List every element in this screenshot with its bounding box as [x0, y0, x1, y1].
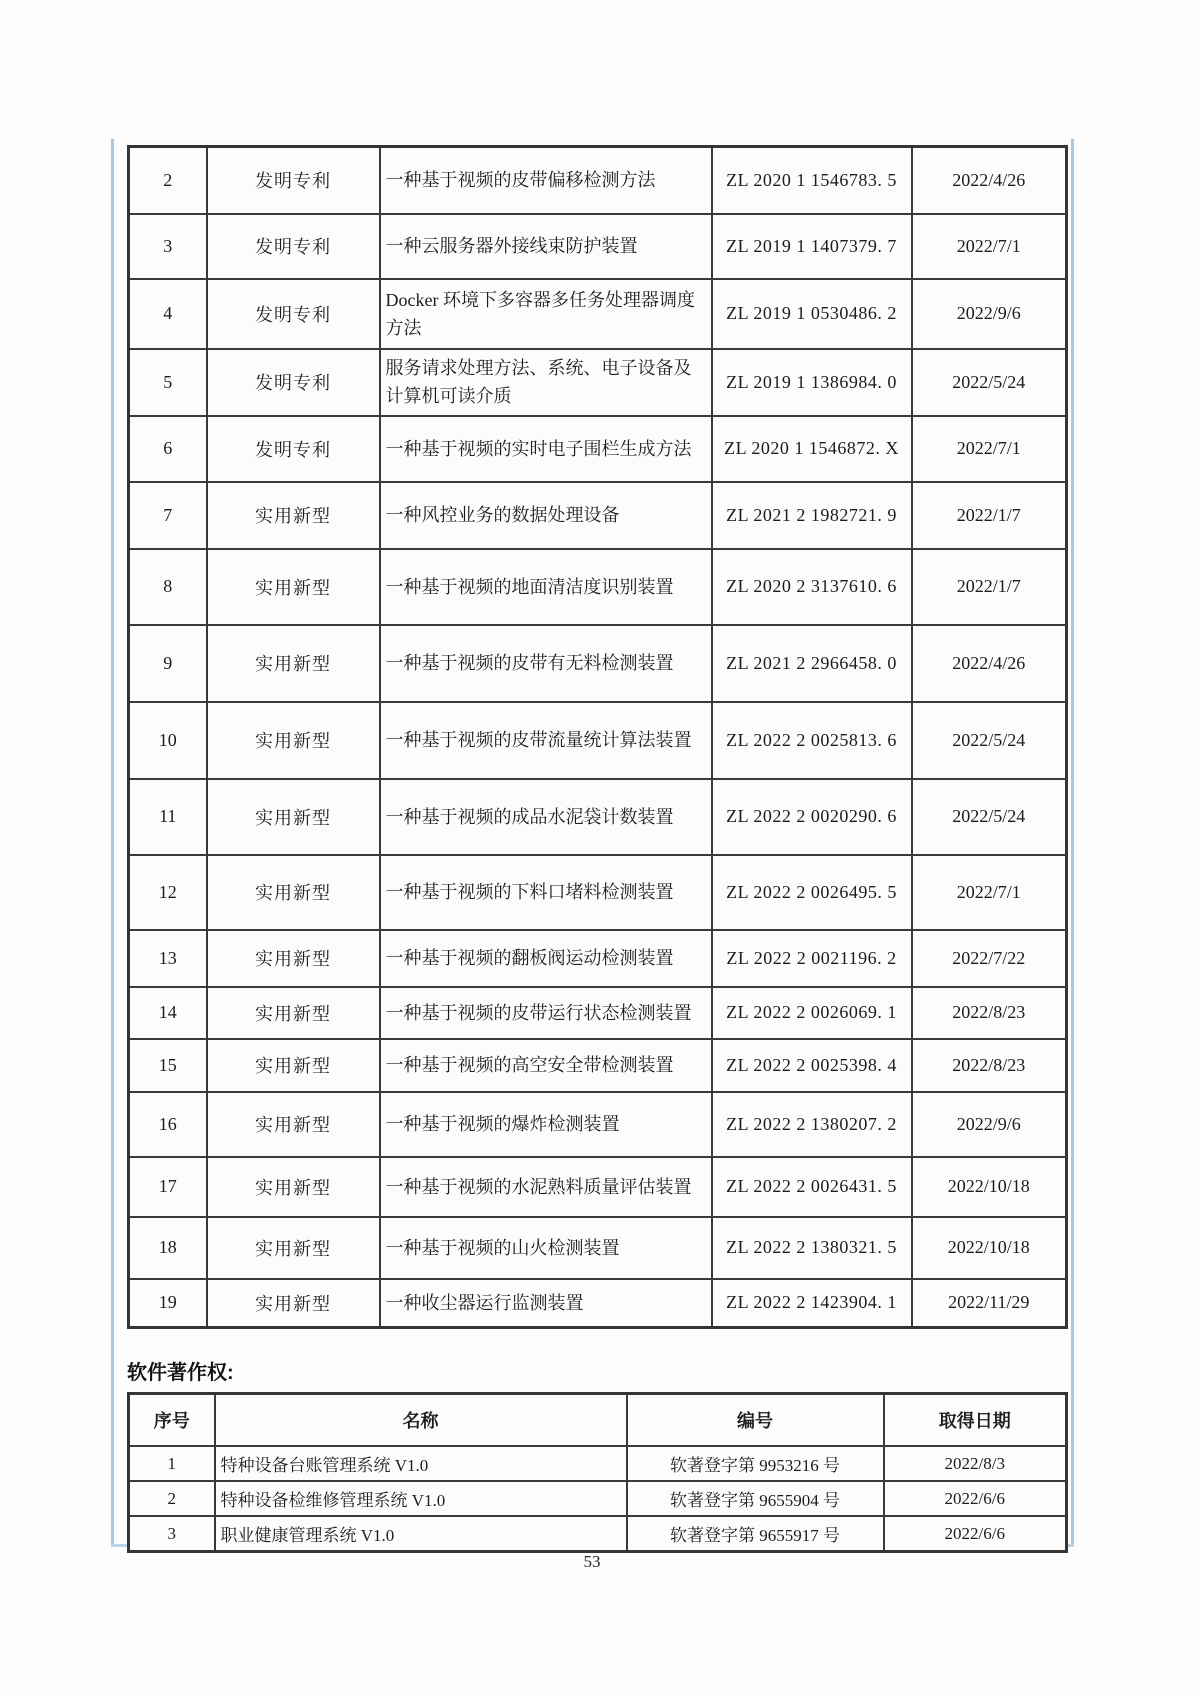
cell-serial: 16	[129, 1092, 207, 1157]
cell-grant-date: 2022/7/1	[912, 214, 1067, 279]
cell-patent-name: 一种基于视频的地面清洁度识别装置	[380, 549, 712, 625]
scan-edge-left	[111, 139, 114, 1547]
cell-acquire-date: 2022/6/6	[884, 1481, 1067, 1516]
cell-patent-number: ZL 2021 2 1982721. 9	[712, 482, 912, 549]
cell-serial: 10	[129, 702, 207, 779]
cell-serial: 12	[129, 855, 207, 930]
cell-patent-type: 实用新型	[207, 987, 380, 1039]
cell-patent-type: 实用新型	[207, 549, 380, 625]
cell-patent-type: 发明专利	[207, 147, 380, 214]
cell-grant-date: 2022/9/6	[912, 279, 1067, 349]
cell-patent-name: 一种基于视频的皮带偏移检测方法	[380, 147, 712, 214]
patent-row	[129, 349, 1067, 416]
patent-row	[129, 1039, 1067, 1092]
cell-serial: 6	[129, 416, 207, 482]
software-row	[129, 1481, 1067, 1516]
patent-row	[129, 1217, 1067, 1279]
cell-patent-type: 实用新型	[207, 779, 380, 855]
cell-patent-type: 实用新型	[207, 625, 380, 702]
patent-row	[129, 702, 1067, 779]
cell-serial: 2	[129, 147, 207, 214]
cell-patent-number: ZL 2022 2 1380207. 2	[712, 1092, 912, 1157]
patent-row	[129, 930, 1067, 987]
cell-grant-date: 2022/5/24	[912, 702, 1067, 779]
cell-patent-name: 一种基于视频的爆炸检测装置	[380, 1092, 712, 1157]
header-serial: 序号	[129, 1394, 215, 1447]
cell-grant-date: 2022/7/1	[912, 416, 1067, 482]
cell-grant-date: 2022/10/18	[912, 1217, 1067, 1279]
cell-reg-number: 软著登字第 9655917 号	[627, 1516, 884, 1552]
cell-grant-date: 2022/1/7	[912, 549, 1067, 625]
cell-patent-number: ZL 2022 2 0025813. 6	[712, 702, 912, 779]
cell-patent-name: 一种云服务器外接线束防护装置	[380, 214, 712, 279]
patent-row	[129, 147, 1067, 214]
cell-grant-date: 2022/7/22	[912, 930, 1067, 987]
cell-patent-name: 一种基于视频的皮带流量统计算法装置	[380, 702, 712, 779]
software-row	[129, 1446, 1067, 1481]
software-table-header-row	[129, 1394, 1067, 1447]
patent-row	[129, 1279, 1067, 1328]
cell-patent-number: ZL 2021 2 2966458. 0	[712, 625, 912, 702]
cell-patent-name: 一种基于视频的山火检测装置	[380, 1217, 712, 1279]
cell-patent-name: 一种基于视频的实时电子围栏生成方法	[380, 416, 712, 482]
cell-grant-date: 2022/4/26	[912, 147, 1067, 214]
cell-patent-type: 实用新型	[207, 1217, 380, 1279]
cell-acquire-date: 2022/6/6	[884, 1516, 1067, 1552]
cell-serial: 13	[129, 930, 207, 987]
cell-grant-date: 2022/11/29	[912, 1279, 1067, 1328]
cell-patent-name: 一种基于视频的皮带运行状态检测装置	[380, 987, 712, 1039]
cell-grant-date: 2022/1/7	[912, 482, 1067, 549]
patent-table	[127, 145, 1068, 1329]
cell-grant-date: 2022/7/1	[912, 855, 1067, 930]
cell-serial: 7	[129, 482, 207, 549]
patent-row	[129, 1092, 1067, 1157]
cell-patent-name: 一种基于视频的水泥熟料质量评估装置	[380, 1157, 712, 1217]
cell-patent-name: Docker 环境下多容器多任务处理器调度方法	[380, 279, 712, 349]
scan-edge-right	[1071, 139, 1074, 1547]
patent-row	[129, 214, 1067, 279]
cell-patent-number: ZL 2022 2 0026069. 1	[712, 987, 912, 1039]
cell-software-name: 特种设备检维修管理系统 V1.0	[215, 1481, 627, 1516]
patent-table-body	[129, 147, 1067, 1328]
patent-row	[129, 779, 1067, 855]
cell-patent-number: ZL 2019 1 1386984. 0	[712, 349, 912, 416]
cell-software-name: 特种设备台账管理系统 V1.0	[215, 1446, 627, 1481]
cell-patent-number: ZL 2020 1 1546872. X	[712, 416, 912, 482]
cell-serial: 2	[129, 1481, 215, 1516]
cell-serial: 11	[129, 779, 207, 855]
cell-patent-type: 实用新型	[207, 702, 380, 779]
cell-serial: 9	[129, 625, 207, 702]
cell-patent-number: ZL 2022 2 1380321. 5	[712, 1217, 912, 1279]
cell-patent-number: ZL 2022 2 0025398. 4	[712, 1039, 912, 1092]
cell-grant-date: 2022/9/6	[912, 1092, 1067, 1157]
cell-patent-type: 发明专利	[207, 349, 380, 416]
cell-patent-number: ZL 2020 1 1546783. 5	[712, 147, 912, 214]
cell-patent-number: ZL 2022 2 0020290. 6	[712, 779, 912, 855]
cell-serial: 1	[129, 1446, 215, 1481]
cell-grant-date: 2022/8/23	[912, 987, 1067, 1039]
software-row	[129, 1516, 1067, 1552]
header-name: 名称	[215, 1394, 627, 1447]
page-number: 53	[583, 1552, 601, 1571]
cell-patent-type: 实用新型	[207, 1092, 380, 1157]
cell-patent-number: ZL 2020 2 3137610. 6	[712, 549, 912, 625]
patent-row	[129, 1157, 1067, 1217]
cell-patent-type: 实用新型	[207, 855, 380, 930]
cell-reg-number: 软著登字第 9655904 号	[627, 1481, 884, 1516]
cell-grant-date: 2022/5/24	[912, 779, 1067, 855]
cell-serial: 15	[129, 1039, 207, 1092]
cell-grant-date: 2022/10/18	[912, 1157, 1067, 1217]
header-reg-number: 编号	[627, 1394, 884, 1447]
cell-grant-date: 2022/5/24	[912, 349, 1067, 416]
cell-serial: 8	[129, 549, 207, 625]
cell-serial: 17	[129, 1157, 207, 1217]
software-copyright-heading: 软件著作权:	[127, 1362, 234, 1384]
cell-patent-name: 一种基于视频的皮带有无料检测装置	[380, 625, 712, 702]
cell-patent-number: ZL 2022 2 0021196. 2	[712, 930, 912, 987]
cell-serial: 18	[129, 1217, 207, 1279]
cell-patent-type: 实用新型	[207, 1157, 380, 1217]
cell-patent-number: ZL 2022 2 0026495. 5	[712, 855, 912, 930]
cell-patent-type: 发明专利	[207, 416, 380, 482]
patent-row	[129, 855, 1067, 930]
header-acquire-date: 取得日期	[884, 1394, 1067, 1447]
cell-patent-name: 一种风控业务的数据处理设备	[380, 482, 712, 549]
cell-serial: 14	[129, 987, 207, 1039]
cell-patent-type: 发明专利	[207, 214, 380, 279]
cell-serial: 3	[129, 214, 207, 279]
cell-patent-type: 实用新型	[207, 930, 380, 987]
cell-patent-name: 一种基于视频的高空安全带检测装置	[380, 1039, 712, 1092]
cell-software-name: 职业健康管理系统 V1.0	[215, 1516, 627, 1552]
cell-patent-name: 一种基于视频的成品水泥袋计数装置	[380, 779, 712, 855]
patent-row	[129, 625, 1067, 702]
cell-patent-number: ZL 2019 1 0530486. 2	[712, 279, 912, 349]
cell-grant-date: 2022/8/23	[912, 1039, 1067, 1092]
software-table-body	[129, 1446, 1067, 1552]
software-copyright-table	[127, 1392, 1068, 1553]
cell-patent-number: ZL 2022 2 0026431. 5	[712, 1157, 912, 1217]
cell-patent-name: 一种基于视频的下料口堵料检测装置	[380, 855, 712, 930]
cell-patent-type: 实用新型	[207, 1039, 380, 1092]
cell-grant-date: 2022/4/26	[912, 625, 1067, 702]
patent-row	[129, 279, 1067, 349]
cell-patent-name: 一种基于视频的翻板阀运动检测装置	[380, 930, 712, 987]
patent-row	[129, 987, 1067, 1039]
cell-patent-number: ZL 2019 1 1407379. 7	[712, 214, 912, 279]
patent-row	[129, 416, 1067, 482]
cell-patent-name: 服务请求处理方法、系统、电子设备及计算机可读介质	[380, 349, 712, 416]
cell-patent-type: 实用新型	[207, 1279, 380, 1328]
patent-row	[129, 549, 1067, 625]
cell-serial: 5	[129, 349, 207, 416]
cell-acquire-date: 2022/8/3	[884, 1446, 1067, 1481]
cell-serial: 19	[129, 1279, 207, 1328]
cell-patent-type: 实用新型	[207, 482, 380, 549]
cell-patent-name: 一种收尘器运行监测装置	[380, 1279, 712, 1328]
cell-serial: 4	[129, 279, 207, 349]
cell-reg-number: 软著登字第 9953216 号	[627, 1446, 884, 1481]
patent-row	[129, 482, 1067, 549]
cell-serial: 3	[129, 1516, 215, 1552]
cell-patent-type: 发明专利	[207, 279, 380, 349]
cell-patent-number: ZL 2022 2 1423904. 1	[712, 1279, 912, 1328]
